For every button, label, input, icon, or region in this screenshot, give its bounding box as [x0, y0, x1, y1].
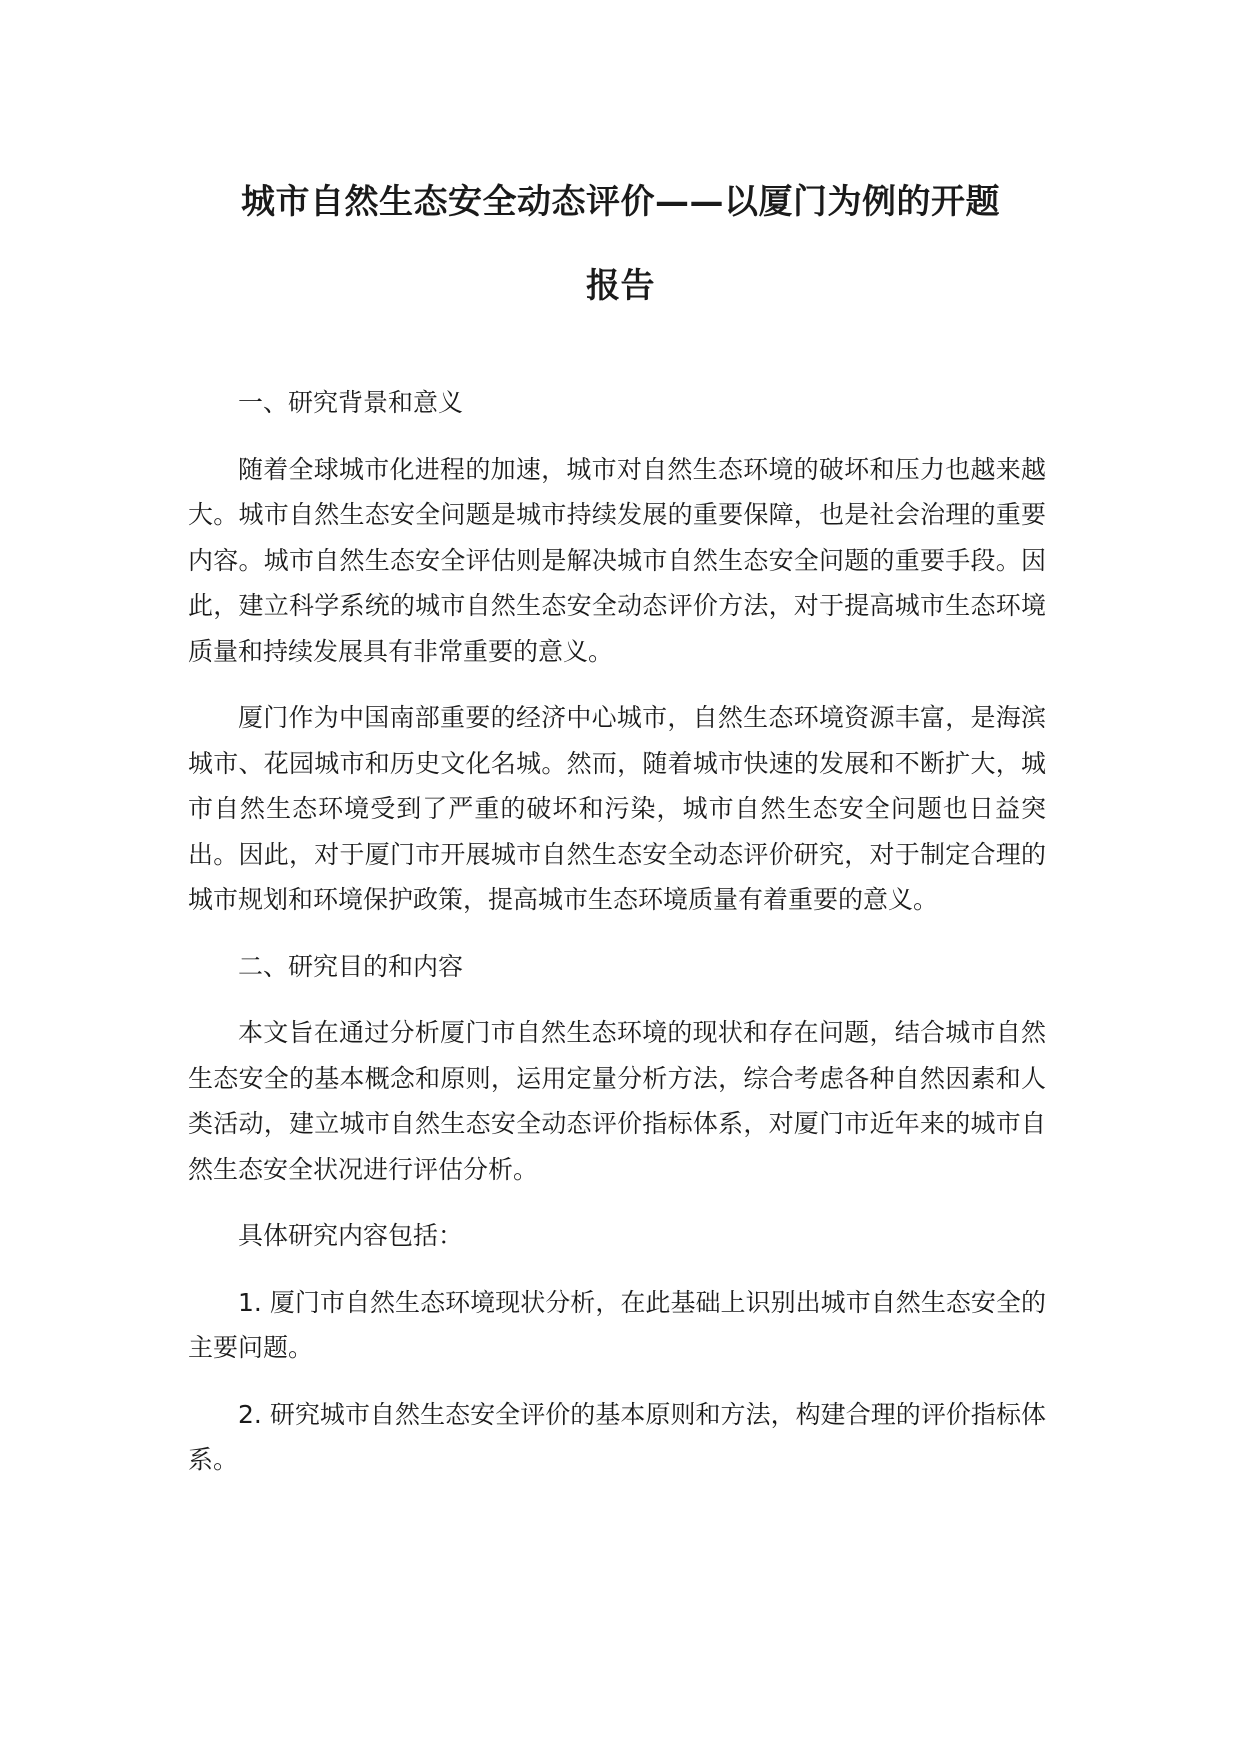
list-item: 2. 研究城市自然生态安全评价的基本原则和方法，构建合理的评价指标体系。 — [188, 1399, 1046, 1474]
section-heading-background: 一、研究背景和意义 — [238, 388, 464, 417]
section-heading-objectives: 二、研究目的和内容 — [238, 951, 464, 981]
document-title-line-2: 报告 — [586, 266, 655, 306]
list-item: 1. 厦门市自然生态环境现状分析，在此基础上识别出城市自然生态安全的主要问题。 — [188, 1287, 1046, 1362]
document-body — [188, 380, 1046, 1504]
paragraph: 本文旨在通过分析厦门市自然生态环境的现状和存在问题，结合城市自然生态安全的基本概念和原则，运用定量分析方法，综合考虑各种自然因素和人类活动，建立城市自然生态安全动态评价指标体系，对厦门市近年来的城市自然生态安全状况进行评估分析。 — [188, 1018, 1046, 1184]
paragraph: 厦门作为中国南部重要的经济中心城市，自然生态环境资源丰富，是海滨城市、花园城市和历史文化名城。然而，随着城市快速的发展和不断扩大，城市自然生态环境受到了严重的破坏和污染，城市自然生态安全问题也日益突出。因此，对于厦门市开展城市自然生态安全动态评价研究，对于制定合理的城市规划和环境保护政策，提高城市生态环境质量有着重要的意义。 — [188, 703, 1046, 914]
paragraph: 具体研究内容包括： — [238, 1221, 464, 1250]
document-title — [150, 160, 1091, 328]
paragraph: 随着全球城市化进程的加速，城市对自然生态环境的破坏和压力也越来越大。城市自然生态安全问题是城市持续发展的重要保障，也是社会治理的重要内容。城市自然生态安全评估则是解决城市自然生态安全问题的重要手段。因此，建立科学系统的城市自然生态安全动态评价方法，对于提高城市生态环境质量和持续发展具有非常重要的意义。 — [188, 454, 1046, 666]
document-title-line-1: 城市自然生态安全动态评价——以厦门为例的开题 — [241, 182, 1000, 222]
